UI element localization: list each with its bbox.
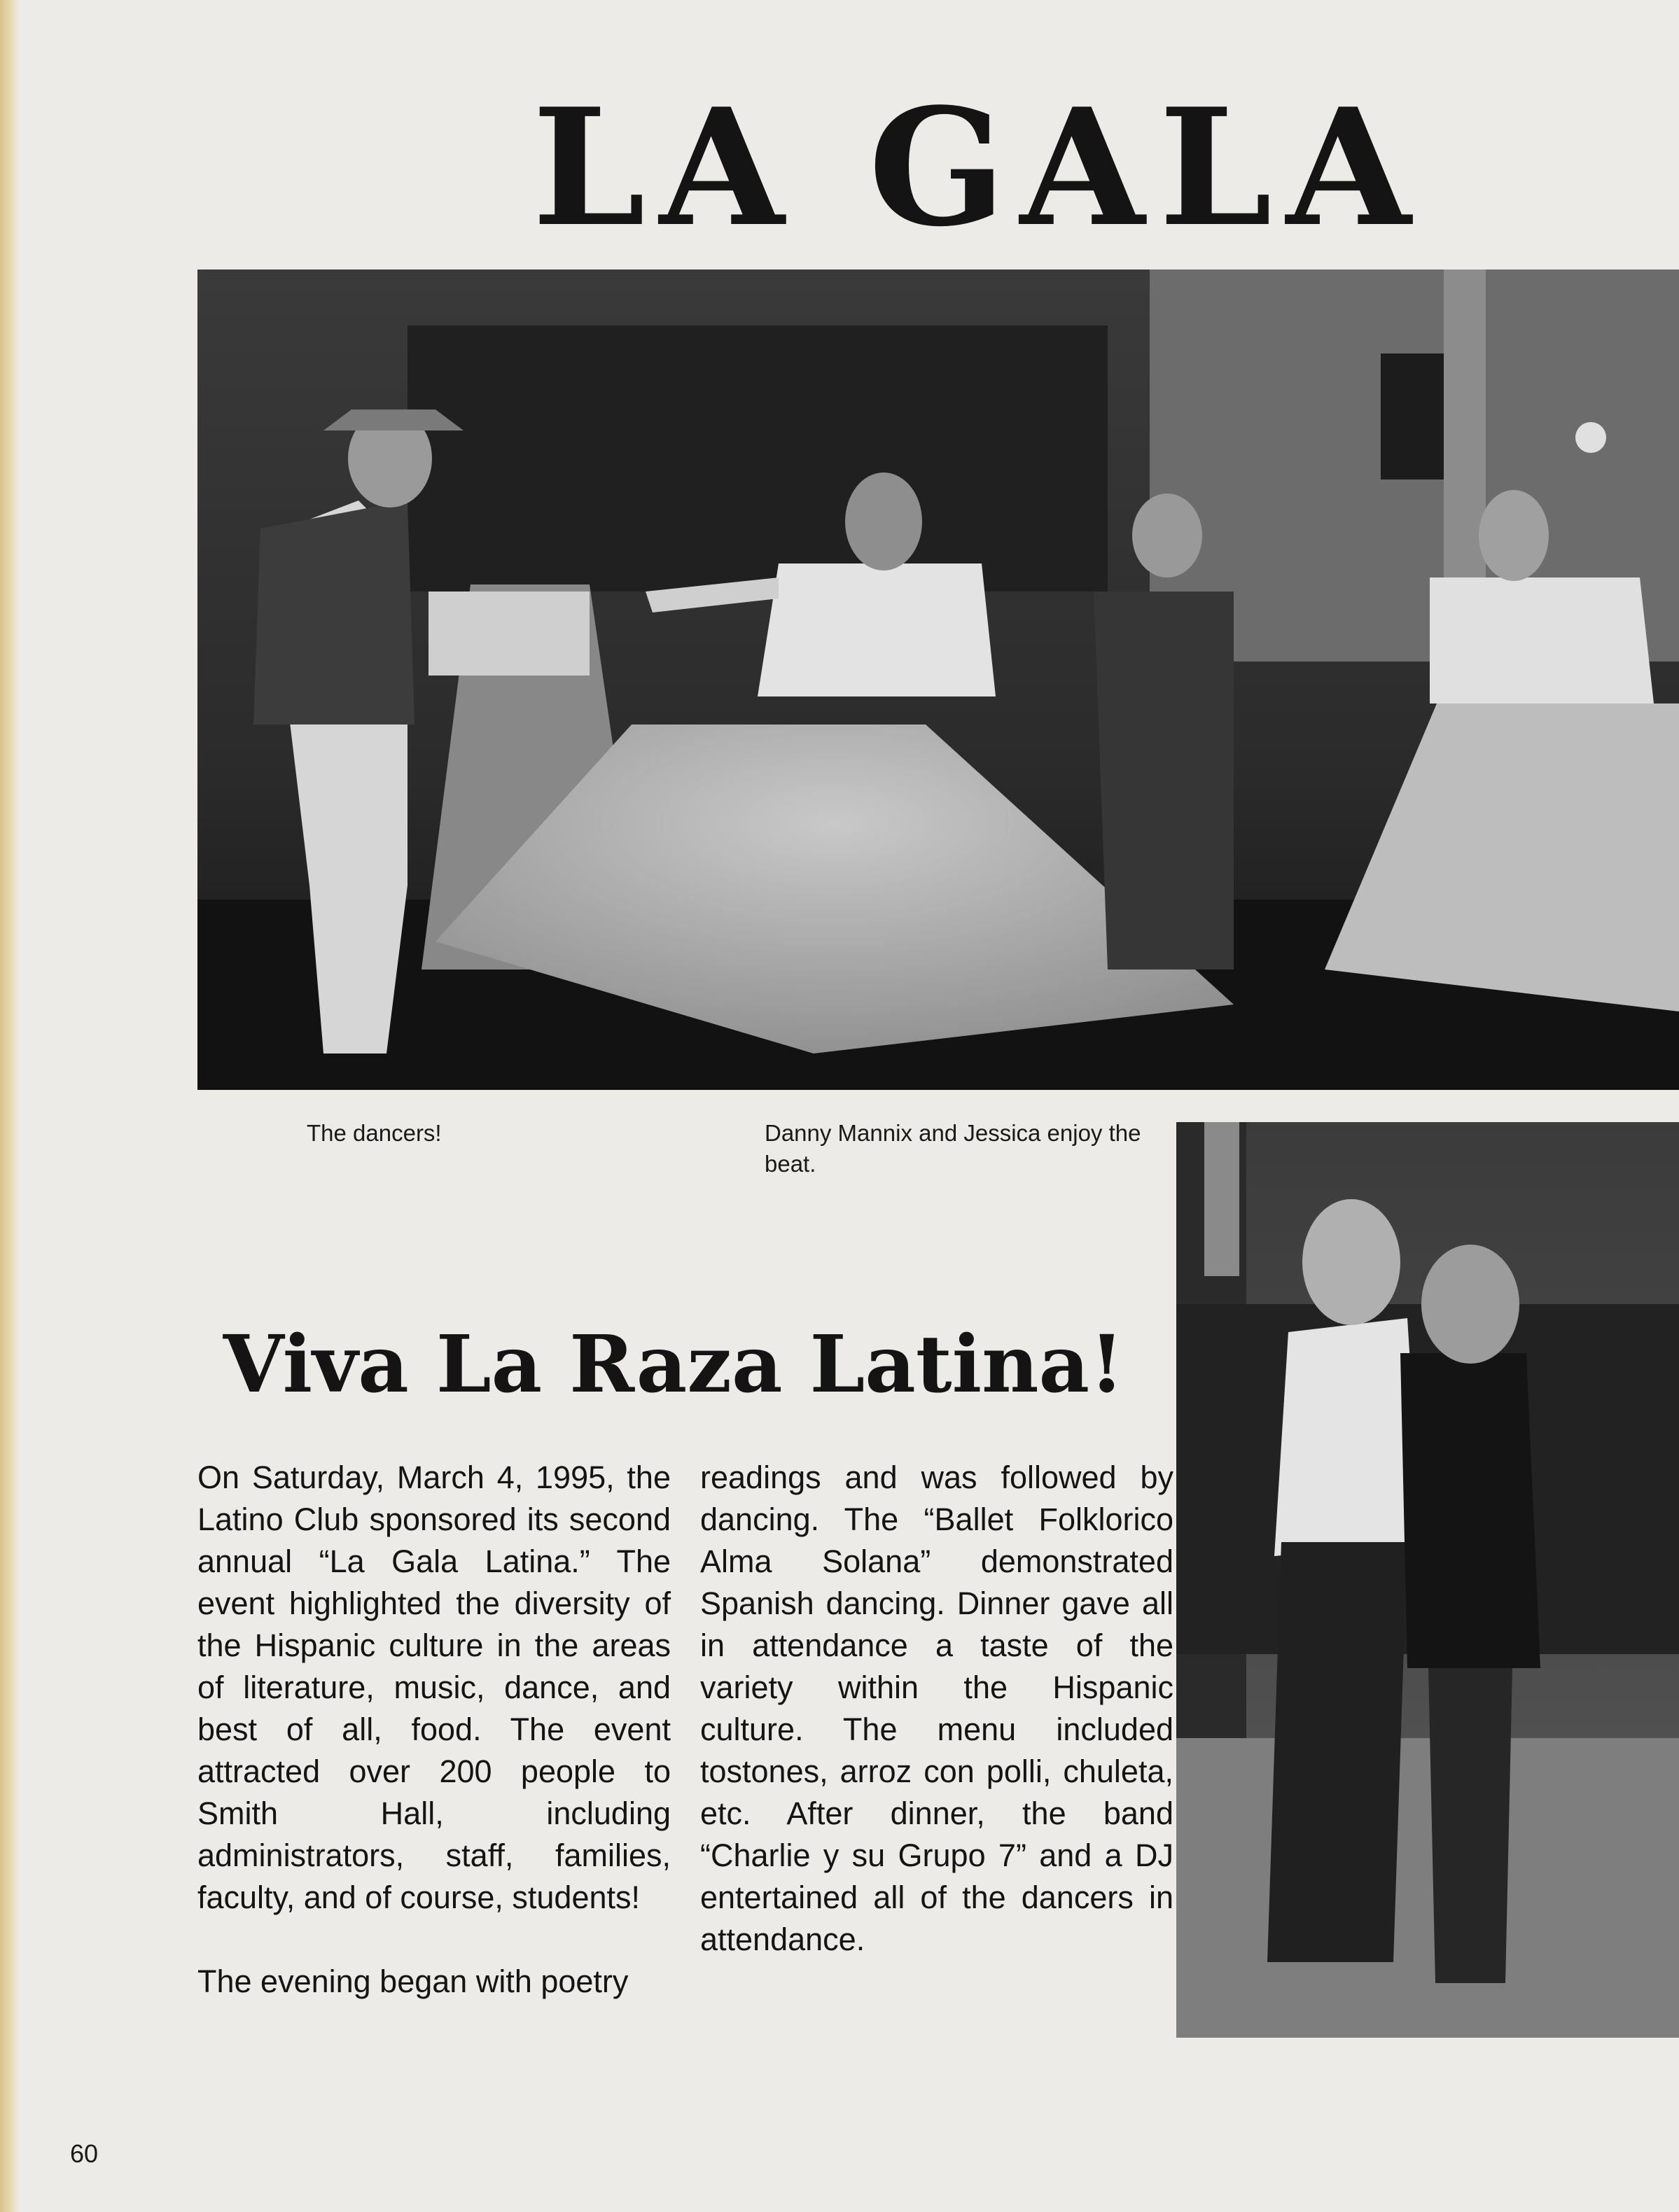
caption-couple: Danny Mannix and Jessica enjoy the beat.: [765, 1120, 1141, 1177]
caption-dancers: The dancers!: [307, 1120, 442, 1146]
article-paragraph: readings and was followed by dancing. The “Ballet Folklorico Alma Solana” demonstrated Spanish dancing. Dinner gave all in attendance a taste of the variety within the Hispanic culture. The menu included tostones, arroz con polli, chuleta, etc. After dinner, the band “Charlie y su Grupo 7” and a DJ entertained all of the dancers in attendance.: [700, 1460, 1173, 1957]
page-number: 60: [70, 2139, 99, 2168]
couple-photo: [1176, 1122, 1679, 2038]
article-column-2: [700, 1457, 1173, 1961]
dancers-photo: [197, 270, 1679, 1090]
article-paragraph: On Saturday, March 4, 1995, the Latino Club sponsored its second annual “La Gala Latina.” The event highlighted the diversity of the Hispanic culture in the areas of literature, music, dance, and best of all, food. The event attracted over 200 people to Smith Hall, including administrators, staff, families, faculty, and of course, students!: [197, 1460, 671, 1915]
couple-photo-graphic: [1176, 1122, 1679, 2038]
page-edge: [0, 0, 20, 2212]
article-subtitle: Viva La Raza Latina!: [223, 1319, 1124, 1410]
page-title: LA GALA: [532, 74, 1426, 262]
article-column-1: [197, 1457, 671, 2003]
article-paragraph: The evening began with poetry: [197, 1963, 629, 1999]
dancers-photo-graphic: [197, 270, 1679, 1090]
